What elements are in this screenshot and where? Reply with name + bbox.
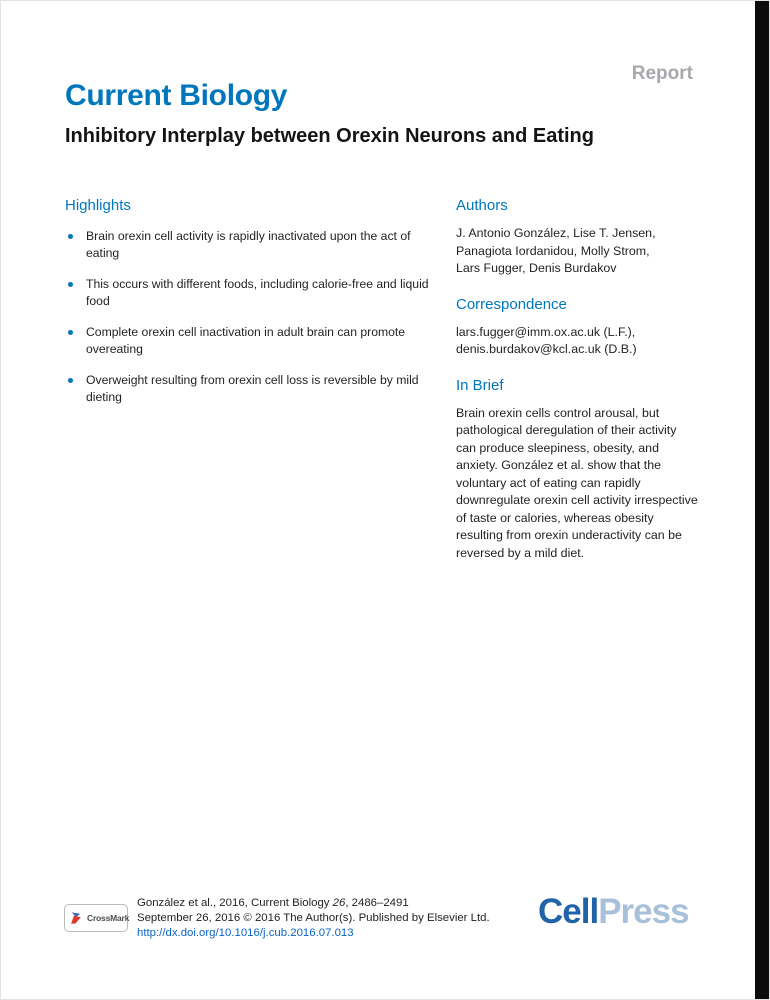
highlight-text: Overweight resulting from orexin cell loss is reversible by mild dieting: [86, 373, 419, 404]
highlight-item: [65, 324, 443, 358]
highlights-heading: Highlights: [65, 197, 131, 214]
authors-heading: Authors: [456, 197, 508, 214]
bullet-icon: [68, 330, 73, 335]
correspondence-heading: Correspondence: [456, 295, 567, 313]
cellpress-logo-press: Press: [598, 892, 689, 931]
highlight-item: [65, 276, 443, 310]
crossmark-icon: [69, 911, 83, 925]
correspondence-email: denis.burdakov@kcl.ac.uk (D.B.): [456, 342, 637, 356]
highlight-text: This occurs with different foods, including calorie-free and liquid food: [86, 277, 429, 308]
citation-pages: , 2486–2491: [345, 897, 409, 909]
doi-line: [137, 926, 490, 941]
citation-volume: 26: [332, 897, 346, 909]
bullet-icon: [68, 378, 73, 383]
right-edge-bar: [755, 1, 769, 999]
citation-prefix: González et al., 2016, Current Biology: [137, 897, 333, 909]
crossmark-badge[interactable]: [64, 904, 128, 932]
highlight-item: [65, 228, 443, 262]
citation-block: [137, 896, 490, 941]
authors-line: J. Antonio González, Lise T. Jensen,: [456, 226, 656, 240]
article-type-label: Report: [631, 63, 693, 84]
authors-line: Lars Fugger, Denis Burdakov: [456, 261, 617, 275]
highlight-text: Complete orexin cell inactivation in adult brain can promote overeating: [86, 325, 406, 356]
copyright-line: September 26, 2016 © 2016 The Author(s). Published by Elsevier Ltd.: [137, 912, 490, 924]
authors-line: Panagiota Iordanidou, Molly Strom,: [456, 243, 650, 258]
highlight-text: Brain orexin cell activity is rapidly inactivated upon the act of eating: [86, 229, 411, 260]
doi-link[interactable]: http://dx.doi.org/10.1016/j.cub.2016.07.013: [137, 927, 354, 939]
cellpress-logo: [538, 891, 689, 933]
highlight-item: [65, 372, 443, 406]
correspondence-email: lars.fugger@imm.ox.ac.uk (L.F.),: [456, 324, 636, 339]
highlights-column: [65, 197, 443, 420]
article-title: Inhibitory Interplay between Orexin Neurons and Eating: [65, 125, 594, 147]
bullet-icon: [68, 282, 73, 287]
in-brief-heading: In Brief: [456, 376, 504, 394]
meta-column: [456, 197, 698, 562]
journal-name: Current Biology: [65, 79, 288, 112]
crossmark-label: CrossMark: [87, 913, 130, 923]
bullet-icon: [68, 234, 73, 239]
citation-line: [137, 896, 490, 911]
in-brief-text: Brain orexin cells control arousal, but pathological deregulation of their activity can produce sleepiness, obesity, and anxiety. González et al. show that the voluntary act of eating can rapidly downregulate orexin cell activity irrespective of taste or calories, whereas obesity resulting from orexin underactivity can be reversed by a mild diet.: [456, 405, 698, 560]
cellpress-logo-cell: Cell: [538, 892, 599, 931]
highlights-list: [65, 228, 443, 406]
